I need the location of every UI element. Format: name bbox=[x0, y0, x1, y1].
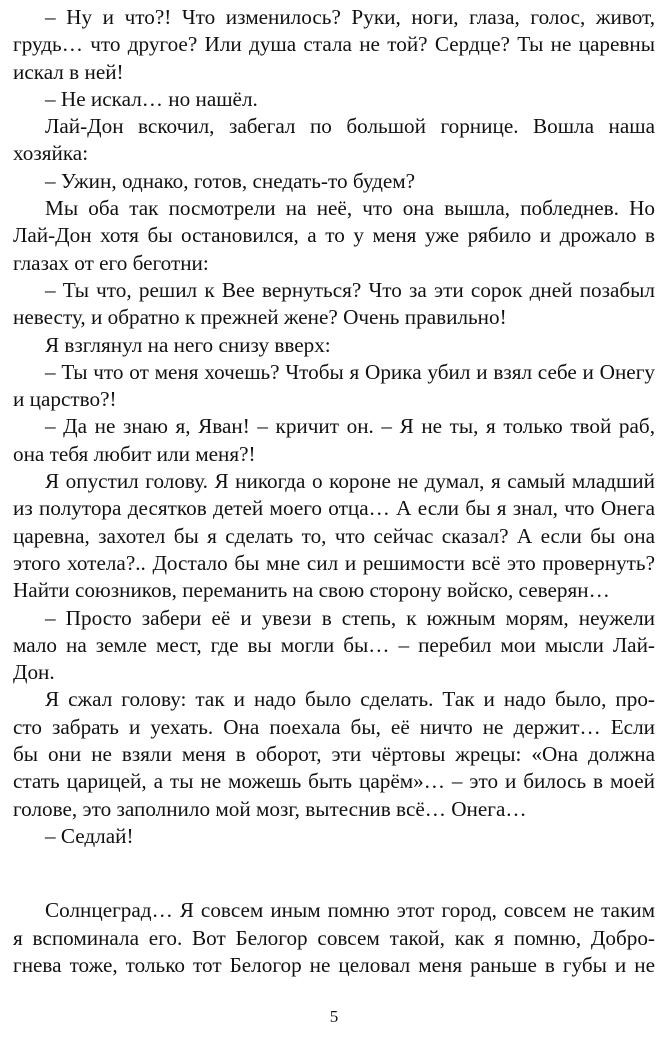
text-line: Найти союзников, переманить на свою сторону войско, северян… bbox=[13, 578, 610, 603]
text-line: Лай-Дон вскочил, забегал по большой горнице. Вошла наша bbox=[45, 114, 655, 139]
text-line: Я сжал голову: так и надо было сделать. Так и надо было, про- bbox=[45, 687, 655, 712]
text-line: из полутора десятков детей моего отца… А если бы я знал, что Онега bbox=[13, 496, 655, 521]
text-line: бы они не взяли меня в оборот, эти чёртовы жрецы: «Она должна bbox=[13, 742, 655, 767]
text-line: искал в ней! bbox=[13, 59, 124, 84]
text-line: этого хотела?.. Достало бы мне сил и решимости всё это провернуть? bbox=[13, 550, 655, 575]
text-line: царевна, захотел бы я сделать то, что сейчас сказал? А если бы она bbox=[13, 523, 655, 548]
text-line: Солнцеград… Я совсем иным помню этот город, совсем не таким bbox=[45, 898, 655, 923]
page-text bbox=[13, 4, 655, 979]
text-line: и царство?! bbox=[13, 387, 117, 412]
page-number: 5 bbox=[329, 1007, 339, 1026]
text-line: – Просто забери её и увези в степь, к южным морям, неужели bbox=[45, 605, 655, 630]
text-line: Мы оба так посмотрели на неё, что она вышла, побледнев. Но bbox=[45, 196, 655, 221]
text-line: гнева тоже, только тот Белогор не целовал меня раньше в губы и не bbox=[13, 952, 655, 977]
text-line: мало на земле мест, где вы могли бы… – перебил мои мысли Лай- bbox=[13, 632, 655, 657]
text-line: – Седлай! bbox=[45, 823, 134, 848]
text-line: – Не искал… но нашёл. bbox=[45, 86, 258, 111]
text-line: она тебя любит или меня?! bbox=[13, 441, 256, 466]
text-line: – Ну и что?! Что изменилось? Руки, ноги, глаза, голос, живот, bbox=[45, 5, 655, 29]
text-line: – Ужин, однако, готов, снедать-то будем? bbox=[45, 168, 416, 193]
text-line: – Ты что, решил к Вее вернуться? Что за эти сорок дней позабыл bbox=[45, 277, 655, 302]
text-line: хозяйка: bbox=[13, 141, 89, 166]
text-line: глазах от его беготни: bbox=[13, 250, 209, 275]
text-line: – Ты что от меня хочешь? Чтобы я Орика убил и взял себе и Онегу bbox=[45, 359, 655, 384]
text-line: невесту, и обратно к прежней жене? Очень правильно! bbox=[13, 305, 507, 330]
text-line: Я опустил голову. Я никогда о короне не думал, я самый младший bbox=[45, 469, 655, 494]
text-line: голове, это заполнило мой мозг, вытеснив всё… Онега… bbox=[13, 796, 527, 821]
text-line: я вспоминала его. Вот Белогор совсем такой, как я помню, Добро- bbox=[13, 925, 655, 950]
text-line: Я взглянул на него снизу вверх: bbox=[45, 332, 331, 357]
text-line: Лай-Дон хотя бы остановился, а то у меня уже рябило и дрожало в bbox=[13, 223, 655, 248]
text-line: Дон. bbox=[13, 660, 55, 685]
text-line: – Да не знаю я, Яван! – кричит он. – Я не ты, я только твой раб, bbox=[45, 414, 655, 439]
text-line: грудь… что другое? Или душа стала не той? Сердце? Ты не царевны bbox=[13, 32, 655, 57]
text-line: стать царицей, а ты не можешь быть царём»… – это и билось в моей bbox=[13, 769, 655, 794]
section-break bbox=[13, 850, 655, 897]
text-line: сто забрать и уехать. Она поехала бы, её ничто не держит… Если bbox=[13, 714, 655, 739]
